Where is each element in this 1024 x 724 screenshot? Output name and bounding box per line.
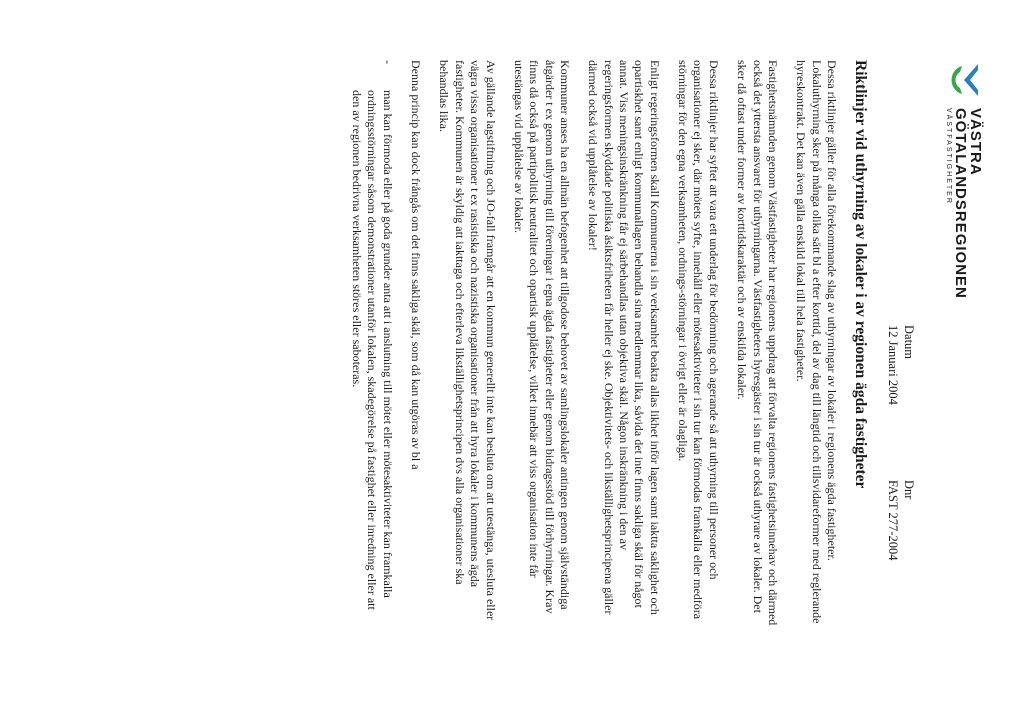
list-dash-marker: - — [380, 60, 395, 64]
org-name-line3: VÄSTFASTIGHETER — [944, 108, 952, 205]
paragraph: Denna princip kan dock frångås om det finns sakliga skäl, som då kan utgöras av bl a — [409, 60, 424, 470]
paragraph: Dessa riktlinjer har syftet att vara ett underlag för bedömning och agerande så att uthyrning till personer och organisationer ej sker, där mötets syfte, innehåll eller mötesaktiviteter i sin tur kan förmodas framkalla eller medföra störningar för den egna verksamheten, ordnings-störningar i övrigt eller är olagliga. — [676, 60, 721, 620]
date-value: 12 Januari 2004 — [886, 325, 901, 405]
paragraph: Kommuner anses ha en allmän befogenhet att tillgodose behovet av samlingslokaler antingen genom självständiga åtgärder t ex genom uthyrning till föreningar i egna ägda fastigheter eller genom bidragsstöd till förhyrningar. Krav finns då också på partipolitisk neutralitet och opartisk upplåtelse, vilket innebär att viss organisation inte får utestängas vid upplåtelse av lokaler. — [511, 60, 572, 614]
reference-number-value: FAST 277-2004 — [886, 480, 901, 561]
document-title: Riktlinjer vid uthyrning av lokaler i av regionen ägda fastigheter — [852, 60, 869, 489]
paragraph: Av gällande lagstiftning och JO-fall framgår att en kommun generellt inte kan besluta om att utestänga, utesluta eller vägra vissa organisationer t ex rasistiska och nazistiska organisationer från att hyra lokaler i kommunens ägda fastigheter. Kommunen är skyldig att iakttaga och efterleva likställighetsprincipen dvs alla organisationer ska behandlas lika. — [437, 60, 498, 621]
document-body — [339, 60, 839, 630]
list-item-text: man kan förmoda eller på goda grunder anta att i anslutning till mötet eller mötesaktiviteter kan framkalla ordningsstörningar såsom demonstrationer utanför lokalen, skadegörelse på fastighet eller inredning eller att den av regionen bedrivna verksamheten störes eller saboteras. — [350, 90, 395, 610]
reference-number-label: Dnr — [902, 480, 916, 500]
org-name-line1: VÄSTRA — [967, 108, 985, 176]
org-name-line2: GÖTALANDSREGIONEN — [951, 108, 969, 299]
reference-number-block — [885, 480, 916, 560]
vgr-logo-icon — [944, 60, 984, 100]
date-block — [885, 325, 916, 405]
paragraph: Dessa riktlinjer gäller för alla förekommande slag av uthyrningar av lokaler i regionens ägda fastigheter. Lokaluthyrning sker på många olika sätt bl a efter korttid, del av dag till längtid och tillsvidareformer med reglerande hyreskontrakt. Det kan även gälla enskild lokal till hela fastigheter. — [794, 60, 839, 624]
organization-name — [945, 108, 984, 299]
organization-logo — [944, 60, 984, 299]
list-item — [349, 60, 395, 630]
paragraph: Fastighetsnämnden genom Västfastigheter har regionens uppdrag att förvalta regionens fastighetsinnehav och därmed också det yttersta ansvaret för uthyrningarna. Västfastigheters hyresgäster i sin tur är också uthyrare av lokaler. Det sker då oftast under former av korttidskaraktär och av enskilda lokaler. — [735, 60, 780, 626]
paragraph: Enligt regeringsformen skall Kommunerna i sin verksamhet beakta allas likhet inför lagen samt iaktta saklighet och opartiskhet samt enligt kommunallagen behandla sina medlemmar lika, såvida det inte finns sakliga skäl för något annat. Viss meningsinskränkning får ej särbehandlas utan objektiva skäl. Någon inskränkning i den av regeringsformen skyddade politiska åsiktsfriheten får heller ej ske. Objektivitets- och likställighetsprincipena gäller därmed också vid upplåtelse av lokaler! — [586, 60, 662, 615]
date-label: Datum — [902, 325, 916, 360]
